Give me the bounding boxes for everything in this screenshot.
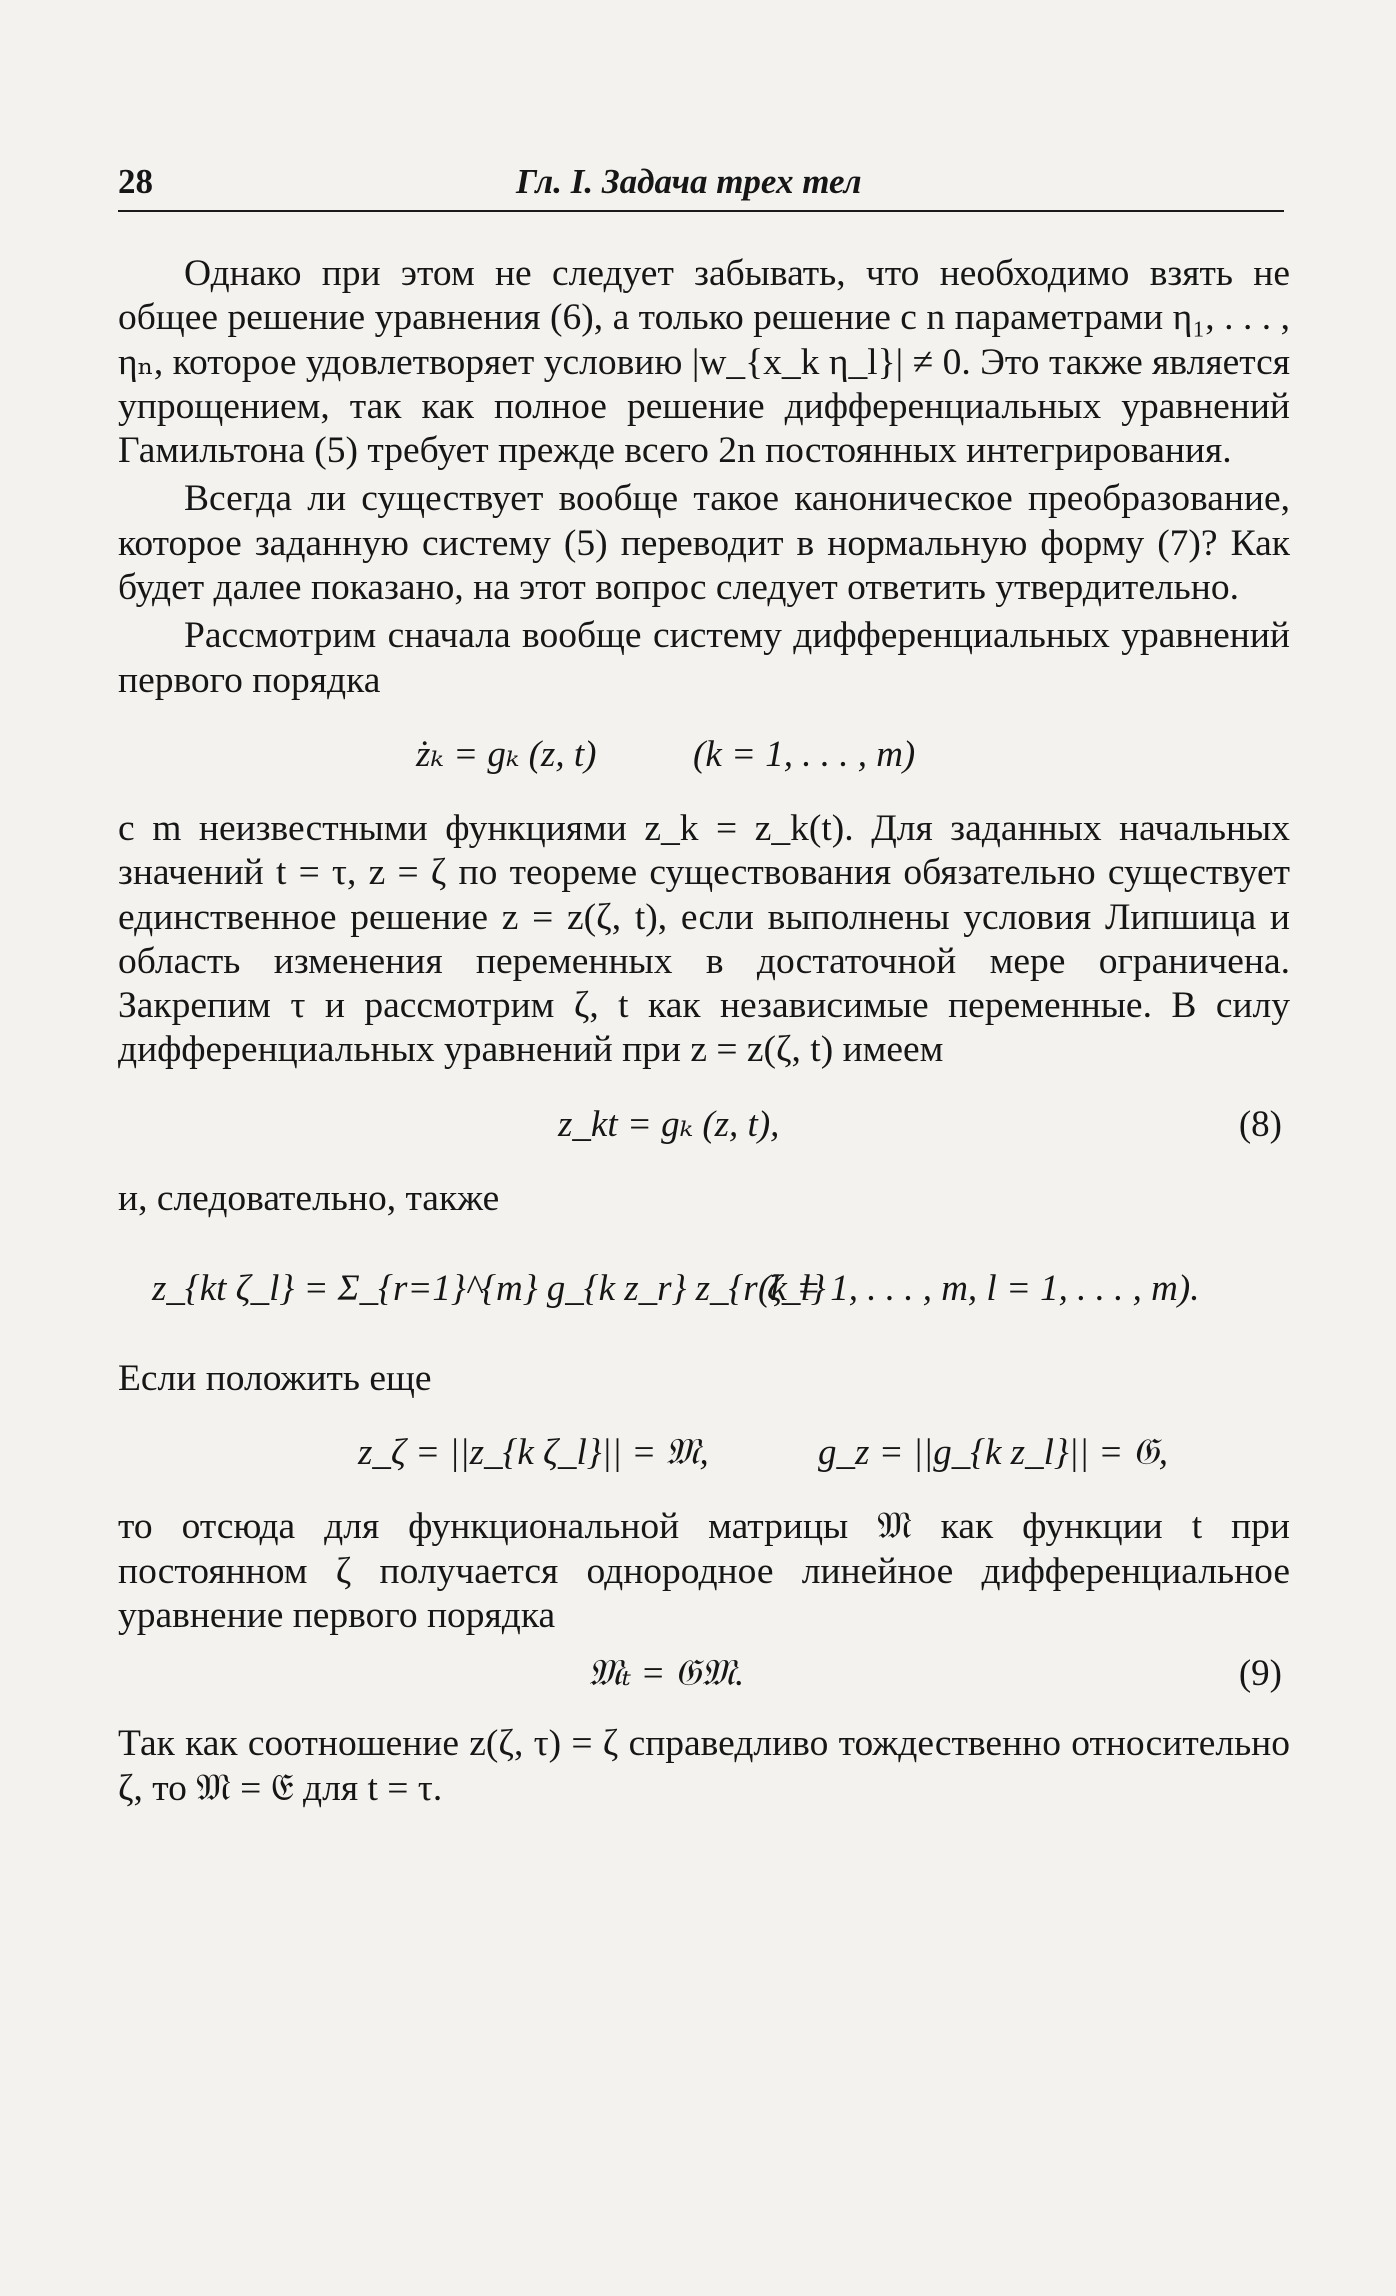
equation-8-formula: z_kt = gₖ (z, t),: [558, 1103, 780, 1145]
equation-system: [118, 725, 1290, 785]
equation-matrix-m: z_ζ = ||z_{k ζ_l}|| = 𝔐,: [358, 1432, 709, 1474]
paragraph-4: с m неизвестными функциями z_k = z_k(t). Для заданных начальных значений t = τ, z = ζ по теореме существования обязательно существует единственное решение z = z(ζ, t), если выполнены условия Липшица и область изменения переменных в достаточной мере ограничена. Закрепим τ и рассмотрим ζ, t как независимые переменные. В силу дифференциальных уравнений при z = z(ζ, t) имеем: [118, 807, 1290, 1071]
paragraph-1: Однако при этом не следует забывать, что необходимо взять не общее решение уравнения (6), а только решение с n параметрами η₁, . . . , ηₙ, которое удовлетворяет условию |w_{x_k η_l}| ≠ 0. Это также является упрощением, так как полное решение дифференциальных уравнений Гамильтона (5) требует прежде всего 2n постоянных интегрирования.: [118, 253, 1290, 472]
equation-8-number: (8): [1238, 1103, 1282, 1145]
equation-system-range: (k = 1, . . . , m): [693, 733, 916, 775]
equation-8: [118, 1095, 1290, 1155]
paragraph-7: то отсюда для функциональной матрицы 𝔐 как функции t при постоянном ζ получается однородное линейное дифференциальное уравнение первого порядка: [118, 1506, 1290, 1636]
running-title: Гл. I. Задача трех тел: [516, 162, 862, 201]
equation-sum-formula: z_{kt ζ_l} = Σ_{r=1}^{m} g_{k z_r} z_{r ζ_l}: [152, 1268, 826, 1310]
equation-sum-range: (k = 1, . . . , m, l = 1, . . . , m).: [758, 1268, 1200, 1310]
page-body: [118, 252, 1290, 1811]
equation-matrix-g: g_z = ||g_{k z_l}|| = 𝔊,: [818, 1432, 1169, 1474]
page-number: 28: [118, 162, 153, 201]
paragraph-8: Так как соотношение z(ζ, τ) = ζ справедливо тождественно относительно ζ, то 𝔐 = 𝔈 для t = τ.: [118, 1723, 1290, 1809]
paragraph-6: Если положить еще: [118, 1358, 432, 1400]
equation-9-formula: 𝔐ₜ = 𝔊𝔐.: [588, 1653, 745, 1695]
page-header: [118, 158, 1284, 212]
paragraph-3: Рассмотрим сначала вообще систему дифференциальных уравнений первого порядка: [118, 615, 1290, 701]
paragraph-5: и, следовательно, также: [118, 1177, 500, 1219]
equation-9-number: (9): [1238, 1653, 1282, 1695]
equation-system-formula: żₖ = gₖ (z, t): [416, 733, 597, 775]
equation-sum: [118, 1243, 1290, 1335]
equation-matrices: [118, 1423, 1290, 1483]
paragraph-2: Всегда ли существует вообще такое каноническое преобразование, которое заданную систему (5) переводит в нормальную форму (7)? Как будет далее показано, на этот вопрос следует ответить утвердительно.: [118, 478, 1290, 609]
equation-9: [118, 1644, 1290, 1704]
